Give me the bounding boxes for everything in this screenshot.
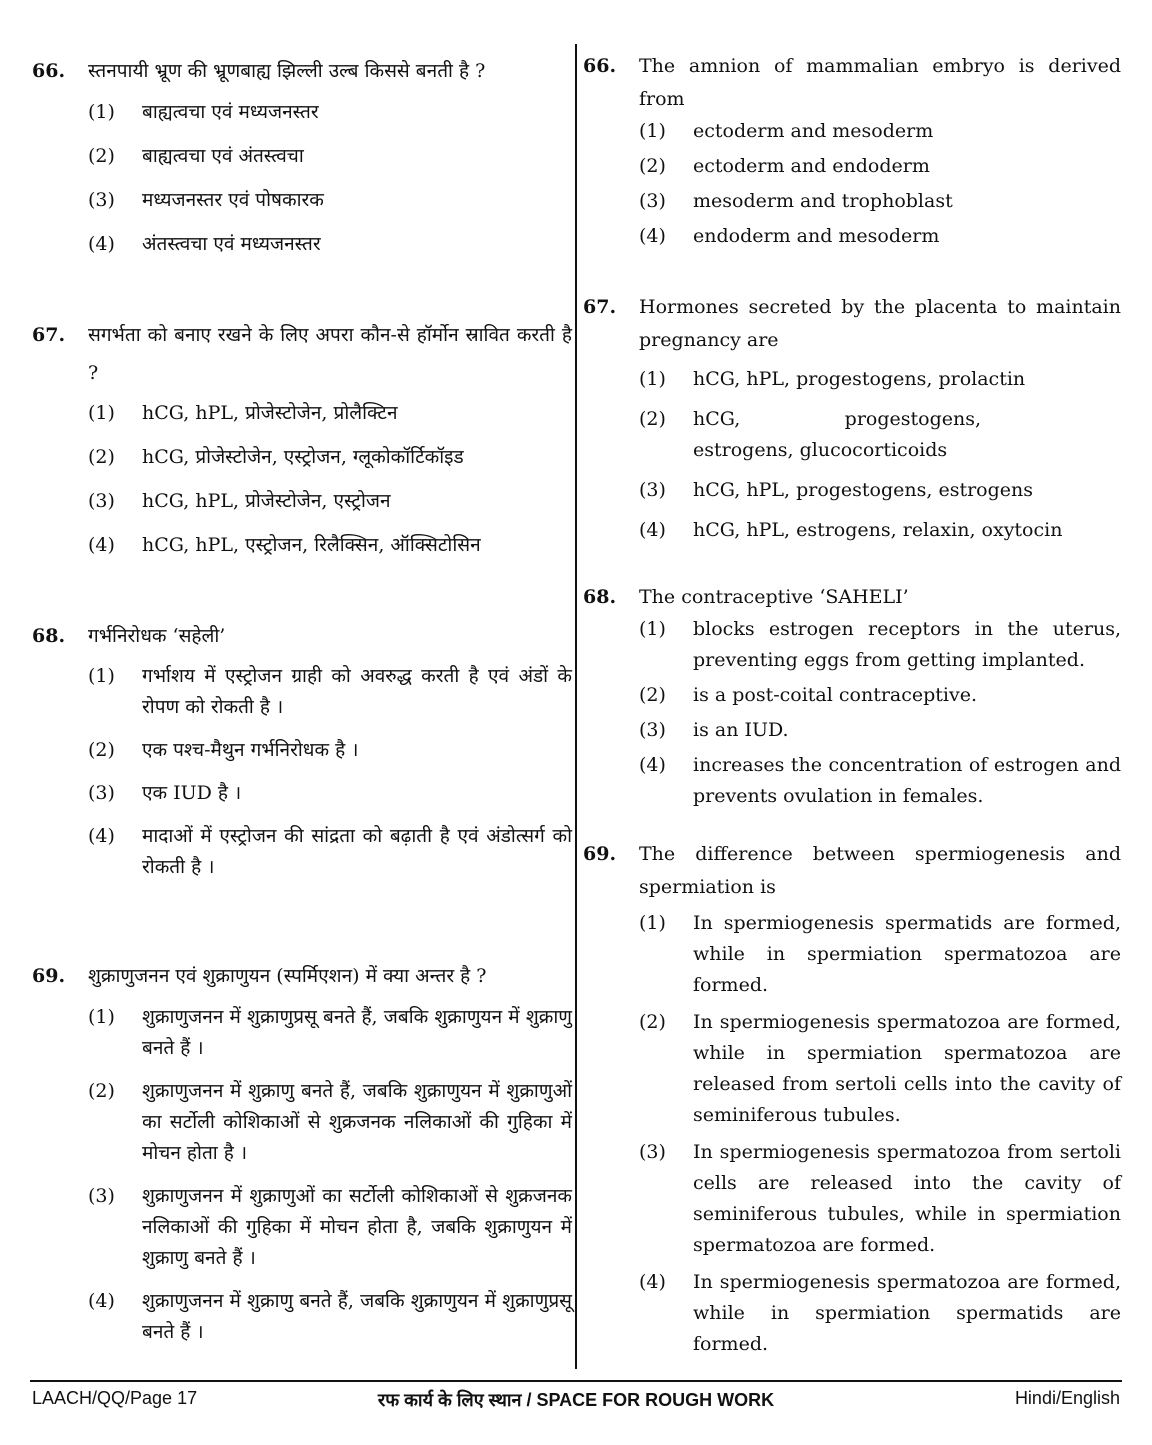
question-stem xyxy=(583,581,1121,614)
option-text: mesoderm and trophoblast xyxy=(693,190,953,212)
option: (1) blocks estrogen receptors in the uterus, preventing eggs from getting implanted. xyxy=(639,618,1121,671)
option: (4) In spermiogenesis spermatozoa are formed, while in spermiation spermatids are formed. xyxy=(639,1271,1121,1355)
option: (4) शुक्राणुजनन में शुक्राणु बनते हैं, जबकि शुक्राणुयन में शुक्राणुप्रसू बनते हैं । xyxy=(88,1290,572,1343)
question-69-hindi xyxy=(32,960,572,1348)
column-divider xyxy=(575,44,577,1369)
option: (2) is a post-coital contraceptive. xyxy=(639,684,978,706)
option: (4) अंतस्त्वचा एवं मध्यजनस्तर xyxy=(88,233,321,255)
option-text: In spermiogenesis spermatozoa from sertoli cells are released into the cavity of seminiferous tubules, while in spermiation spermatozoa are formed. xyxy=(693,1141,1121,1256)
option-text: ectoderm and mesoderm xyxy=(693,120,934,142)
option: (2) बाह्यत्वचा एवं अंतस्त्वचा xyxy=(88,145,304,167)
option-text: blocks estrogen receptors in the uterus, preventing eggs from getting implanted. xyxy=(693,618,1121,671)
question-stem xyxy=(583,291,1121,357)
option: (1) गर्भाशय में एस्ट्रोजन ग्राही को अवरुद्ध करती है एवं अंडों के रोपण को रोकती है । xyxy=(88,665,572,718)
option-text: hCG, hPL, progestogens, prolactin xyxy=(693,368,1026,390)
option: (4) increases the concentration of estrogen and prevents ovulation in females. xyxy=(639,754,1121,807)
question-67-hindi xyxy=(32,316,572,561)
option: (4) endoderm and mesoderm xyxy=(639,225,940,247)
option-text: शुक्राणुजनन में शुक्राणु बनते हैं, जबकि शुक्राणुयन में शुक्राणुप्रसू बनते हैं । xyxy=(142,1290,572,1343)
option-text: शुक्राणुजनन में शुक्राणुओं का सर्टोली कोशिकाओं से शुक्रजनक नलिकाओं की गुहिका में मोचन होता है, जबकि शुक्राणुयन में शुक्राणु बनते हैं । xyxy=(142,1185,572,1269)
option: (1) बाह्यत्वचा एवं मध्यजनस्तर xyxy=(88,101,319,123)
option: (3) In spermiogenesis spermatozoa from sertoli cells are released into the cavity of seminiferous tubules, while in spermiation spermatozoa are formed. xyxy=(639,1141,1121,1256)
question-stem xyxy=(32,960,572,993)
question-stem xyxy=(32,55,572,88)
option: (2) hCG, प्रोजेस्टोजेन, एस्ट्रोजन, ग्लूकोकॉर्टिकॉइड xyxy=(88,446,464,468)
option: (2) ectoderm and endoderm xyxy=(639,155,930,177)
option-text: hCG, hPL, एस्ट्रोजन, रिलैक्सिन, ऑक्सिटोसिन xyxy=(142,534,481,556)
option: (4) hCG, hPL, estrogens, relaxin, oxytocin xyxy=(639,519,1063,541)
option: (1) शुक्राणुजनन में शुक्राणुप्रसू बनते हैं, जबकि शुक्राणुयन में शुक्राणु बनते हैं । xyxy=(88,1006,572,1059)
option: (3) एक IUD है । xyxy=(88,782,242,804)
question-68-english xyxy=(583,581,1121,812)
option: (1) ectoderm and mesoderm xyxy=(639,120,934,142)
option-text: hCG, progestogens, estrogens, glucocorticoids xyxy=(693,408,981,461)
option-text: In spermiogenesis spermatozoa are formed, while in spermiation spermatids are formed. xyxy=(693,1271,1121,1355)
option: (1) In spermiogenesis spermatids are formed, while in spermiation spermatozoa are formed. xyxy=(639,912,1121,996)
question-number: 68. xyxy=(32,625,66,647)
option-text: मादाओं में एस्ट्रोजन की सांद्रता को बढ़ाती है एवं अंडोत्सर्ग को रोकती है । xyxy=(142,825,572,878)
language-label: Hindi/English xyxy=(1014,1388,1120,1408)
question-68-hindi xyxy=(32,620,572,883)
question-text: स्तनपायी भ्रूण की भ्रूणबाह्य झिल्ली उल्ब किससे बनती है ? xyxy=(88,60,486,82)
option-text: hCG, hPL, प्रोजेस्टोजेन, एस्ट्रोजन xyxy=(142,490,391,512)
question-number: 67. xyxy=(583,296,617,318)
question-stem xyxy=(32,316,572,392)
option-text: शुक्राणुजनन में शुक्राणु बनते हैं, जबकि शुक्राणुयन में शुक्राणुओं का सर्टोली कोशिकाओं से शुक्रजनक नलिकाओं की गुहिका में मोचन होता है । xyxy=(142,1080,572,1164)
rough-work-label: रफ कार्य के लिए स्थान / SPACE FOR ROUGH WORK xyxy=(377,1390,775,1410)
question-number: 67. xyxy=(32,324,66,346)
option-text: is a post-coital contraceptive. xyxy=(693,684,978,706)
option-text: बाह्यत्वचा एवं मध्यजनस्तर xyxy=(142,101,319,123)
question-67-english xyxy=(583,291,1121,546)
option: (2) hCG, progestogens, estrogens, glucocorticoids xyxy=(639,408,981,461)
question-stem xyxy=(583,838,1121,904)
page-footer xyxy=(32,1388,1120,1416)
option-text: बाह्यत्वचा एवं अंतस्त्वचा xyxy=(142,145,304,167)
option-text: एक पश्च-मैथुन गर्भनिरोधक है । xyxy=(142,739,359,761)
option-text: In spermiogenesis spermatozoa are formed, while in spermiation spermatozoa are released from sertoli cells into the cavity of seminiferous tubules. xyxy=(693,1011,1121,1126)
option: (1) hCG, hPL, progestogens, prolactin xyxy=(639,368,1026,390)
question-text: Hormones secreted by the placenta to maintain pregnancy are xyxy=(639,296,1121,351)
question-66-hindi xyxy=(32,55,572,260)
option-text: hCG, hPL, progestogens, estrogens xyxy=(693,479,1034,501)
option-text: hCG, hPL, प्रोजेस्टोजेन, प्रोलैक्टिन xyxy=(142,402,398,424)
question-text: शुक्राणुजनन एवं शुक्राणुयन (स्पर्मिएशन) में क्या अन्तर है ? xyxy=(88,965,487,987)
option: (3) hCG, hPL, प्रोजेस्टोजेन, एस्ट्रोजन xyxy=(88,490,391,512)
page-code: LAACH/QQ/Page 17 xyxy=(32,1388,198,1408)
question-69-english xyxy=(583,838,1121,1360)
question-number: 68. xyxy=(583,586,617,608)
option-text: मध्यजनस्तर एवं पोषकारक xyxy=(142,189,324,211)
question-stem xyxy=(32,620,572,653)
question-text: The contraceptive ‘SAHELI’ xyxy=(639,586,909,608)
option-text: hCG, प्रोजेस्टोजेन, एस्ट्रोजन, ग्लूकोकॉर्टिकॉइड xyxy=(142,446,464,468)
option: (3) mesoderm and trophoblast xyxy=(639,190,953,212)
option-text: अंतस्त्वचा एवं मध्यजनस्तर xyxy=(142,233,321,255)
question-text: The amnion of mammalian embryo is derived from xyxy=(639,55,1121,110)
question-text: गर्भनिरोधक ‘सहेली’ xyxy=(88,625,226,647)
option: (3) hCG, hPL, progestogens, estrogens xyxy=(639,479,1034,501)
option: (2) एक पश्च-मैथुन गर्भनिरोधक है । xyxy=(88,739,359,761)
question-text: The difference between spermiogenesis and spermiation is xyxy=(639,843,1121,898)
option-text: एक IUD है । xyxy=(142,782,242,804)
option-text: is an IUD. xyxy=(693,719,789,741)
option: (3) शुक्राणुजनन में शुक्राणुओं का सर्टोली कोशिकाओं से शुक्रजनक नलिकाओं की गुहिका में मोचन होता है, जबकि शुक्राणुयन में शुक्राणु बनते हैं । xyxy=(88,1185,572,1269)
question-text: सगर्भता को बनाए रखने के लिए अपरा कौन-से हॉर्मोन स्रावित करती है ? xyxy=(88,324,572,384)
option: (4) मादाओं में एस्ट्रोजन की सांद्रता को बढ़ाती है एवं अंडोत्सर्ग को रोकती है । xyxy=(88,825,572,878)
option: (3) मध्यजनस्तर एवं पोषकारक xyxy=(88,189,324,211)
option-text: गर्भाशय में एस्ट्रोजन ग्राही को अवरुद्ध करती है एवं अंडों के रोपण को रोकती है । xyxy=(142,665,572,718)
question-number: 69. xyxy=(32,965,66,987)
option-text: endoderm and mesoderm xyxy=(693,225,940,247)
option: (3) is an IUD. xyxy=(639,719,789,741)
question-66-english xyxy=(583,50,1121,252)
question-number: 66. xyxy=(32,60,66,82)
option-text: शुक्राणुजनन में शुक्राणुप्रसू बनते हैं, जबकि शुक्राणुयन में शुक्राणु बनते हैं । xyxy=(142,1006,572,1059)
option: (1) hCG, hPL, प्रोजेस्टोजेन, प्रोलैक्टिन xyxy=(88,402,398,424)
option-text: hCG, hPL, estrogens, relaxin, oxytocin xyxy=(693,519,1063,541)
option: (2) शुक्राणुजनन में शुक्राणु बनते हैं, जबकि शुक्राणुयन में शुक्राणुओं का सर्टोली कोशिकाओं से शुक्रजनक नलिकाओं की गुहिका में मोचन होता है । xyxy=(88,1080,572,1164)
question-stem xyxy=(583,50,1121,116)
option-text: ectoderm and endoderm xyxy=(693,155,930,177)
question-number: 66. xyxy=(583,55,617,77)
option-text: increases the concentration of estrogen and prevents ovulation in females. xyxy=(693,754,1121,807)
footer-rule xyxy=(30,1380,1122,1382)
option-text: In spermiogenesis spermatids are formed, while in spermiation spermatozoa are formed. xyxy=(693,912,1121,996)
option: (4) hCG, hPL, एस्ट्रोजन, रिलैक्सिन, ऑक्सिटोसिन xyxy=(88,534,481,556)
question-number: 69. xyxy=(583,843,617,865)
option: (2) In spermiogenesis spermatozoa are formed, while in spermiation spermatozoa are released from sertoli cells into the cavity of seminiferous tubules. xyxy=(639,1011,1121,1126)
